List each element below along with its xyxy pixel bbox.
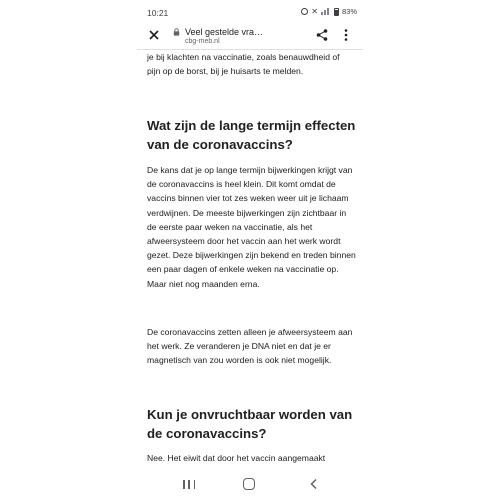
paragraph-immune-system: De coronavaccins zetten alleen je afweersysteem aan het werk. Ze veranderen je DNA niet en dat je er magnetisch van zou worden is ook niet mogelijk. xyxy=(147,327,353,366)
phone-screen xyxy=(137,0,363,500)
recents-icon[interactable] xyxy=(183,480,195,489)
home-icon[interactable] xyxy=(243,478,255,490)
system-nav-bar xyxy=(137,468,363,500)
mute-icon: ✕ xyxy=(311,6,318,16)
heading-infertility: Kun je onvruchtbaar worden van de coronavaccins? xyxy=(147,407,353,441)
lock-icon[interactable] xyxy=(173,28,180,36)
article-content[interactable] xyxy=(147,50,357,468)
browser-toolbar xyxy=(137,24,363,50)
paragraph-infertility: Nee. Het eiwit dat door het vaccin aangemaakt xyxy=(147,453,326,463)
status-bar xyxy=(137,0,363,24)
back-icon[interactable] xyxy=(309,478,319,490)
page-url[interactable]: cbg-meb.nl xyxy=(185,38,220,45)
alarm-icon xyxy=(301,8,308,15)
battery-icon xyxy=(334,8,339,16)
signal-icon xyxy=(321,8,331,15)
heading-long-term-effects: Wat zijn de lange termijn effecten van de coronavaccins? xyxy=(147,118,356,152)
status-icons xyxy=(301,7,357,16)
battery-percent: 83% xyxy=(341,7,357,16)
page-title: Veel gestelde vra… xyxy=(185,27,264,37)
status-time: 10:21 xyxy=(147,8,169,18)
paragraph-top: je bij klachten na vaccinatie, zoals benauwdheid of pijn op de borst, bij je huisarts te melden. xyxy=(147,52,340,77)
more-vert-icon[interactable] xyxy=(343,28,349,42)
close-icon[interactable] xyxy=(147,28,161,42)
share-icon[interactable] xyxy=(315,28,329,42)
paragraph-long-term-effects: De kans dat je op lange termijn bijwerkingen krijgt van de coronavaccins is heel klein. Dit komt omdat de vaccins binnen vier tot zes weken weer uit je lichaam verdwijnen. De meeste bijwerkingen zijn zichtbaar in de eerste paar weken na vaccinatie, als het afweersysteem door het vaccin aan het werk wordt gezet. Deze bijwerkingen zijn bekend en treden binnen een paar dagen of enkele weken na vaccinatie op. Maar niet nog maanden erna. xyxy=(147,165,356,289)
